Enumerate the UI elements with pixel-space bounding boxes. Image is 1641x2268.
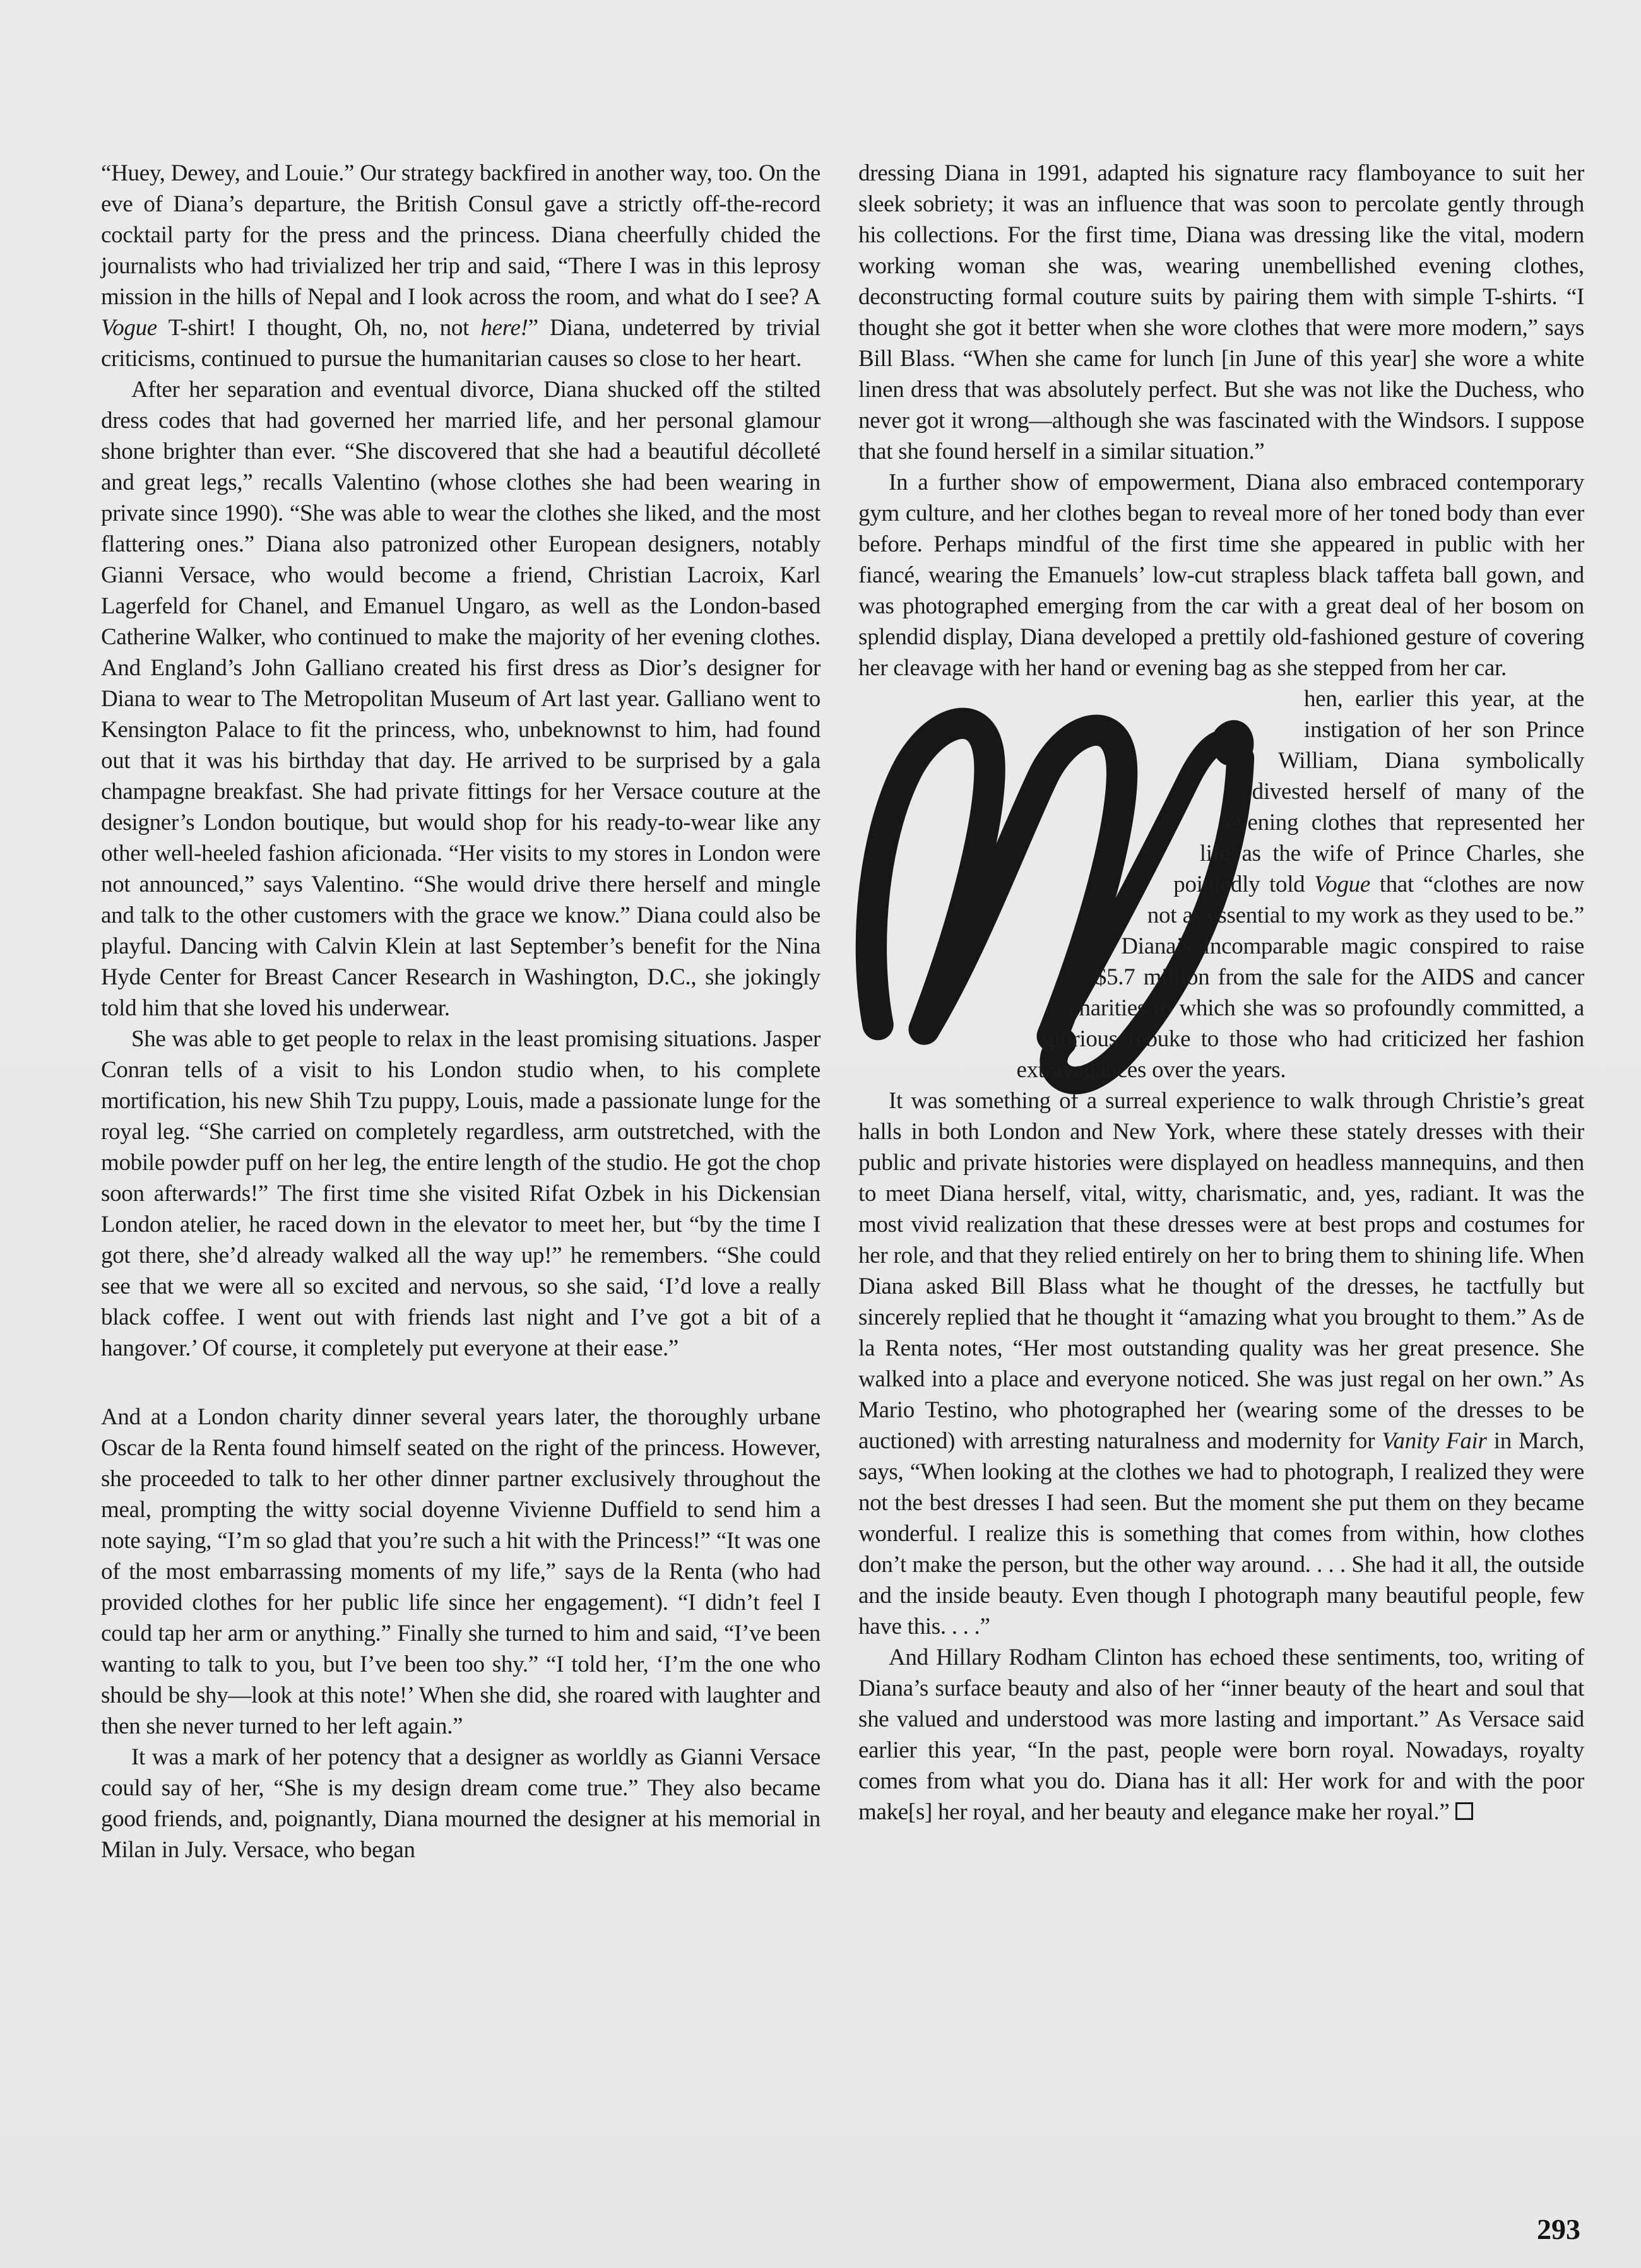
paragraph	[101, 1402, 820, 1742]
paragraph	[101, 1742, 820, 1865]
italic-run: Vogue	[101, 315, 157, 341]
text-run: It was something of a surreal experience to walk through Christie’s great halls in both London and New York, where these stately dresses with their public and private histories were displayed on headless mannequins, and then to meet Diana herself, vital, witty, charismatic, and, yes, radiant. It was the most vivid realization that these dresses were at best props and costumes for her role, and that they relied entirely on her to bring them to shining life. When Diana asked Bill Blass what he thought of the dresses, he tactfully but sincerely replied that he thought it “amazing what you brought to them.” As de la Renta notes, “Her most outstanding quality was her great presence. She walked into a place and everyone noticed. She was just regal on her own.” As Mario Testino, who photographed her (wearing some of the dresses to be auctioned) with arresting naturalness and modernity for	[858, 1088, 1584, 1454]
text-run: After her separation and eventual divorce, Diana shucked off the stilted dress codes that had governed her married life, and her personal glamour shone brighter than ever. “She discovered that she had a beautiful décolleté and great legs,” recalls Valentino (whose clothes she had been wearing in private since 1990). “She was able to wear the clothes she liked, and the most flattering ones.” Diana also patronized other European designers, notably Gianni Versace, who would become a friend, Christian Lacroix, Karl Lagerfeld for Chanel, and Emanuel Ungaro, as well as the London-based Catherine Walker, who continued to make the majority of her evening clothes. And England’s John Galliano created his first dress as Dior’s designer for Diana to wear to The Metropolitan Museum of Art last year. Galliano went to Kensington Palace to fit the princess, who, unbeknownst to him, had found out that it was his birthday that day. He arrived to be surprised by a gala champagne breakfast. She had private fittings for her Versace couture at the designer’s London boutique, but would shop for his ready-to-wear like any other well-heeled fashion aficionada. “Her visits to my stores in London were not announced,” says Valentino. “She would drive there herself and mingle and talk to the other customers with the grace we know.” Diana could also be playful. Dancing with Calvin Klein at last September’s benefit for the Nina Hyde Center for Breast Cancer Research in Washington, D.C., she jokingly told him that she loved his underwear.	[101, 377, 820, 1021]
end-of-article-mark	[1455, 1802, 1473, 1820]
italic-run: here!	[480, 315, 528, 341]
paragraph	[858, 1642, 1584, 1828]
text-run: ” Diana, undeterred by trivial criticisms, continued to pursue the humanitarian causes so close to her heart.	[101, 315, 820, 372]
paragraph	[858, 1085, 1584, 1642]
text-run: And Hillary Rodham Clinton has echoed these sentiments, too, writing of Diana’s surface beauty and also of her “inner beauty of the heart and soul that she valued and understood was more lasting and important.” As Versace said earlier this year, “In the past, people were born royal. Nowadays, royalty comes from what you do. Diana has it all: Her work for and with the poor make[s] her royal, and her beauty and elegance make her royal.”	[858, 1645, 1584, 1825]
right-column	[858, 158, 1584, 1865]
text-run: hen, earlier this year, at the instigation of her son Prince William, Diana symbolically divested herself of many of the evening clothes that represented her life as the wife of Prince Charles, she pointedly told	[1173, 686, 1584, 897]
text-run: “Huey, Dewey, and Louie.” Our strategy backfired in another way, too. On the eve of Diana’s departure, the British Consul gave a strictly off-the-record cocktail party for the press and the princess. Diana cheerfully chided the journalists who had trivialized her trip and said, “There I was in this leprosy mission in the hills of Nepal and I look across the room, and what do I see? A	[101, 160, 820, 310]
text-run: It was a mark of her potency that a designer as worldly as Gianni Versace could say of her, “She is my design dream come true.” They also became good friends, and, poignantly, Diana mourned the designer at his memorial in Milan in July. Versace, who began	[101, 1744, 820, 1863]
paragraph	[101, 158, 820, 374]
left-column	[101, 158, 820, 1865]
italic-run: Vanity Fair	[1382, 1428, 1487, 1454]
page-number: 293	[1537, 2213, 1580, 2245]
paragraph	[858, 158, 1584, 467]
text-run: She was able to get people to relax in the least promising situations. Jasper Conran tells of a visit to his London studio when, to his complete mortification, his new Shih Tzu puppy, Louis, made a passionate lunge for the royal leg. “She carried on completely regardless, arm outstretched, with the mobile powder puff on her leg, the entire length of the studio. He got the chop soon afterwards!” The first time she visited Rifat Ozbek in his Dickensian London atelier, he raced down in the elevator to meet her, but “by the time I got there, she’d already walked all the way up!” he remembers. “She could see that we were all so excited and nervous, so she said, ‘I’d love a really black coffee. I went out with friends last night and I’ve got a bit of a hangover.’ Of course, it completely put everyone at their ease.”	[101, 1026, 820, 1361]
paragraph	[101, 1024, 820, 1364]
italic-run: Vogue	[1314, 871, 1371, 897]
paragraph	[101, 374, 820, 1024]
text-run: And at a London charity dinner several years later, the thoroughly urbane Oscar de la Renta found himself seated on the right of the princess. However, she proceeded to talk to her other dinner partner exclusively throughout the meal, prompting the witty social doyenne Vivienne Duffield to send him a note saying, “I’m so glad that you’re such a hit with the Princess!” “It was one of the most embarrassing moments of my life,” says de la Renta (who had provided clothes for her public life since her engagement). “I didn’t feel I could tap her arm or anything.” Finally she turned to him and said, “I’ve been wanting to talk to you, but I’ve been too shy.” “I told her, ‘I’m the one who should be shy—look at this note!’ When she did, she roared with laughter and then she never turned to her left again.”	[101, 1404, 820, 1739]
paragraph	[858, 683, 1584, 1085]
text-run: in March, says, “When looking at the clothes we had to photograph, I realized they were not the best dresses I had seen. But the moment she put them on they became wonderful. I realize this is something that comes from within, how clothes don’t make the person, but the other way around. . . . She had it all, the outside and the inside beauty. Even though I photograph many beautiful people, few have this. . . .”	[858, 1428, 1584, 1639]
text-run: T-shirt! I thought, Oh, no, not	[157, 315, 481, 341]
text-run: dressing Diana in 1991, adapted his signature racy flamboyance to suit her sleek sobriety; it was an influence that was soon to percolate gently through his collections. For the first time, Diana was dressing like the vital, modern working woman she was, wearing unembellished evening clothes, deconstructing formal couture suits by pairing them with simple T-shirts. “I thought she got it better when she wore clothes that were more modern,” says Bill Blass. “When she came for lunch [in June of this year] she wore a white linen dress that was absolutely perfect. But she was not like the Duchess, who never got it wrong—although she was fascinated with the Windsors. I suppose that she found herself in a similar situation.”	[858, 160, 1584, 464]
text-run: In a further show of empowerment, Diana also embraced contemporary gym culture, and her clothes began to reveal more of her toned body than ever before. Perhaps mindful of the first time she appeared in public with her fiancé, wearing the Emanuels’ low-cut strapless black taffeta ball gown, and was photographed emerging from the car with a great deal of her bosom on splendid display, Diana developed a prettily old-fashioned gesture of covering her cleavage with her hand or evening bag as she stepped from her car.	[858, 470, 1584, 681]
text-run: that “clothes are now not as essential to my work as they used to be.” Diana’s incomparable magic conspired to raise $5.7 million from the sale for the AIDS and cancer charities to which she was so profoundly committed, a glorious rebuke to those who had criticized her fashion extravagances over the years.	[1016, 871, 1584, 1083]
paragraph	[858, 467, 1584, 683]
